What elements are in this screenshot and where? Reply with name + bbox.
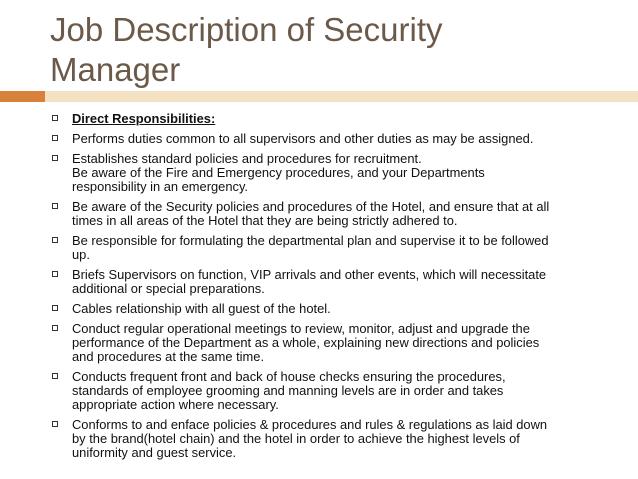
bullet-text: Conduct regular operational meetings to review, monitor, adjust and upgrade the (72, 321, 530, 336)
slide-title-line-2: Manager (50, 51, 181, 88)
bullet-text: standards of employee grooming and manning levels are in order and takes (72, 383, 504, 398)
bullet-text: times in all areas of the Hotel that they are being strictly adhered to. (72, 213, 458, 228)
bullet-item (50, 370, 610, 412)
square-bullet-icon (52, 203, 58, 209)
bullet-text: appropriate action where necessary. (72, 397, 279, 412)
square-bullet-icon (52, 325, 58, 331)
bullet-item (50, 234, 610, 262)
bullet-item (50, 200, 610, 228)
bullet-text: uniformity and guest service. (72, 445, 237, 460)
bullet-text: Direct Responsibilities: (72, 111, 216, 126)
bullet-item (50, 152, 610, 194)
square-bullet-icon (52, 373, 58, 379)
bullet-text: performance of the Department as a whole, explaining new directions and policies (72, 335, 540, 350)
square-bullet-icon (52, 421, 58, 427)
bullet-text: Be responsible for formulating the departmental plan and supervise it to be followed (72, 233, 549, 248)
slide-title (50, 10, 610, 90)
bullet-text: Be aware of the Fire and Emergency procedures, and your Departments (72, 165, 485, 180)
bullet-text: responsibility in an emergency. (72, 179, 249, 194)
bullet-text: Conforms to and enface policies & procedures and rules & regulations as laid down (72, 417, 548, 432)
bullet-list (50, 112, 610, 466)
bullet-text: Briefs Supervisors on function, VIP arrivals and other events, which will necessitate (72, 267, 547, 282)
square-bullet-icon (52, 237, 58, 243)
bullet-item (50, 418, 610, 460)
square-bullet-icon (52, 155, 58, 161)
bullet-text: up. (72, 247, 90, 262)
bullet-item (50, 132, 610, 146)
title-divider-band (45, 91, 638, 102)
bullet-text: Cables relationship with all guest of the hotel. (72, 301, 331, 316)
bullet-text: Establishes standard policies and procedures for recruitment. (72, 151, 422, 166)
bullet-item (50, 322, 610, 364)
slide-title-line-1: Job Description of Security (50, 11, 443, 48)
bullet-text: Conducts frequent front and back of house checks ensuring the procedures, (72, 369, 506, 384)
bullet-text: and procedures at the same time. (72, 349, 265, 364)
bullet-text: Be aware of the Security policies and procedures of the Hotel, and ensure that at all (72, 199, 550, 214)
square-bullet-icon (52, 305, 58, 311)
bullet-text: Performs duties common to all supervisors and other duties as may be assigned. (72, 131, 534, 146)
bullet-item (50, 268, 610, 296)
bullet-item (50, 302, 610, 316)
title-accent-bar (0, 91, 45, 102)
bullet-text: additional or special preparations. (72, 281, 265, 296)
square-bullet-icon (52, 115, 58, 121)
bullet-heading (50, 112, 610, 126)
square-bullet-icon (52, 135, 58, 141)
bullet-text: by the brand(hotel chain) and the hotel in order to achieve the highest levels of (72, 431, 520, 446)
square-bullet-icon (52, 271, 58, 277)
